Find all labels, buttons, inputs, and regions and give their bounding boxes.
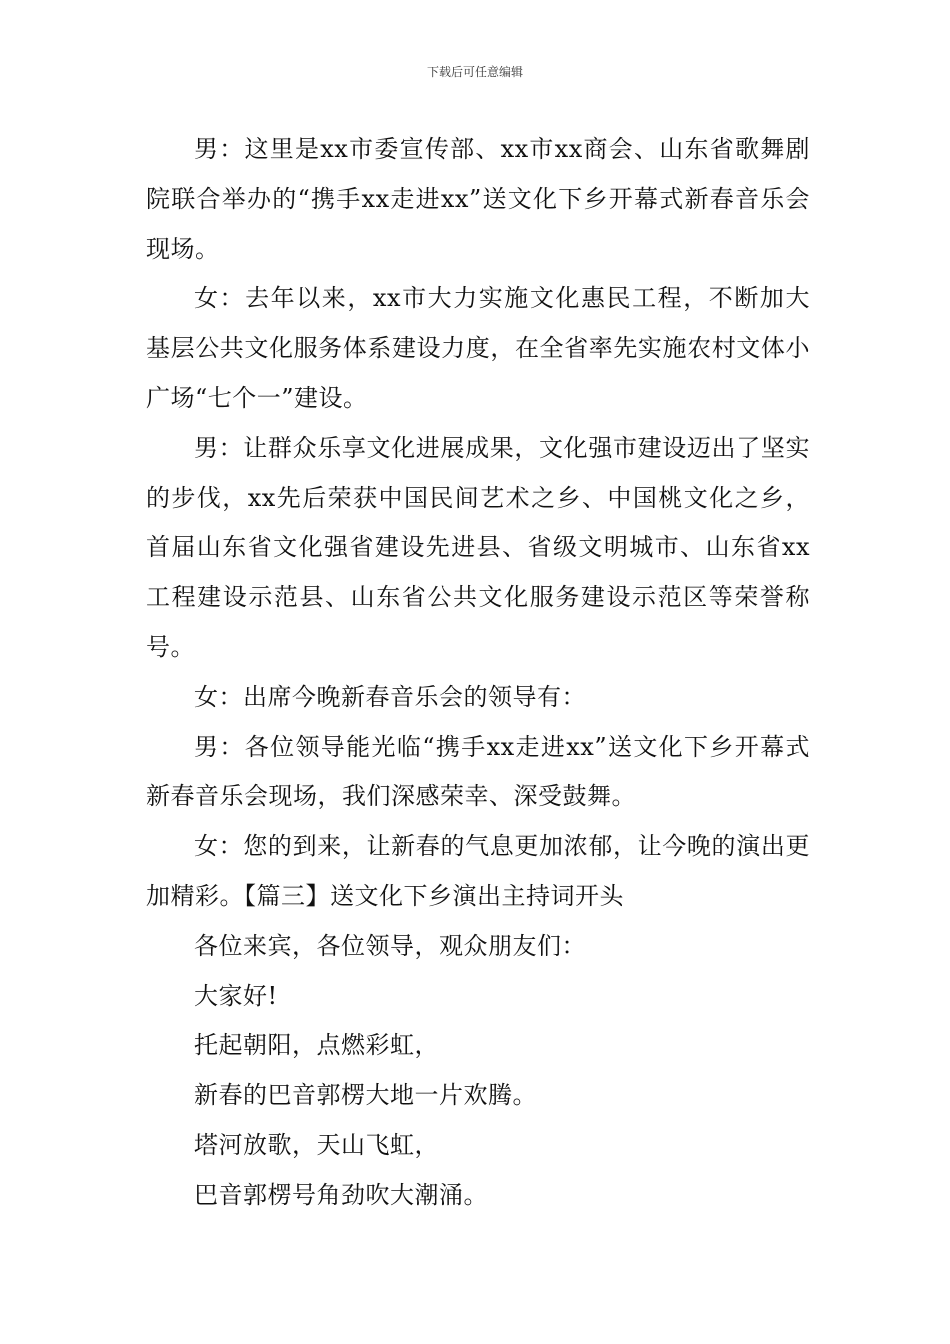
paragraph: 新春的巴音郭楞大地一片欢腾。	[194, 1081, 537, 1110]
paragraph: 塔河放歌，天山飞虹，	[194, 1130, 439, 1159]
paragraph: 巴音郭楞号角劲吹大潮涌。	[194, 1180, 488, 1209]
paragraph: 托起朝阳，点燃彩虹，	[194, 1031, 439, 1060]
document-body	[146, 125, 810, 1221]
page-header: 下载后可任意编辑	[426, 65, 523, 79]
paragraph: 女：去年以来，xx市大力实施文化惠民工程，不断加大基层公共文化服务体系建设力度，在全省率先实施农村文体小广场“七个一”建设。	[146, 284, 810, 412]
paragraph: 大家好!	[194, 981, 278, 1010]
paragraph: 女：出席今晚新春音乐会的领导有：	[194, 682, 586, 711]
paragraph: 男：这里是xx市委宣传部、xx市xx商会、山东省歌舞剧院联合举办的“携手xx走进xx”送文化下乡开幕式新春音乐会现场。	[146, 135, 810, 263]
paragraph: 女：您的到来，让新春的气息更加浓郁，让今晚的演出更加精彩。【篇三】送文化下乡演出主持词开头	[146, 832, 810, 910]
paragraph: 各位来宾，各位领导，观众朋友们：	[194, 931, 586, 960]
paragraph: 男：各位领导能光临“携手xx走进xx”送文化下乡开幕式新春音乐会现场，我们深感荣幸、深受鼓舞。	[146, 732, 810, 811]
paragraph: 男：让群众乐享文化进展成果，文化强市建设迈出了坚实的步伐，xx先后荣获中国民间艺术之乡、中国桃文化之乡，首届山东省文化强省建设先进县、省级文明城市、山东省xx工程建设示范县、山东省公共文化服务建设示范区等荣誉称号。	[146, 433, 810, 661]
